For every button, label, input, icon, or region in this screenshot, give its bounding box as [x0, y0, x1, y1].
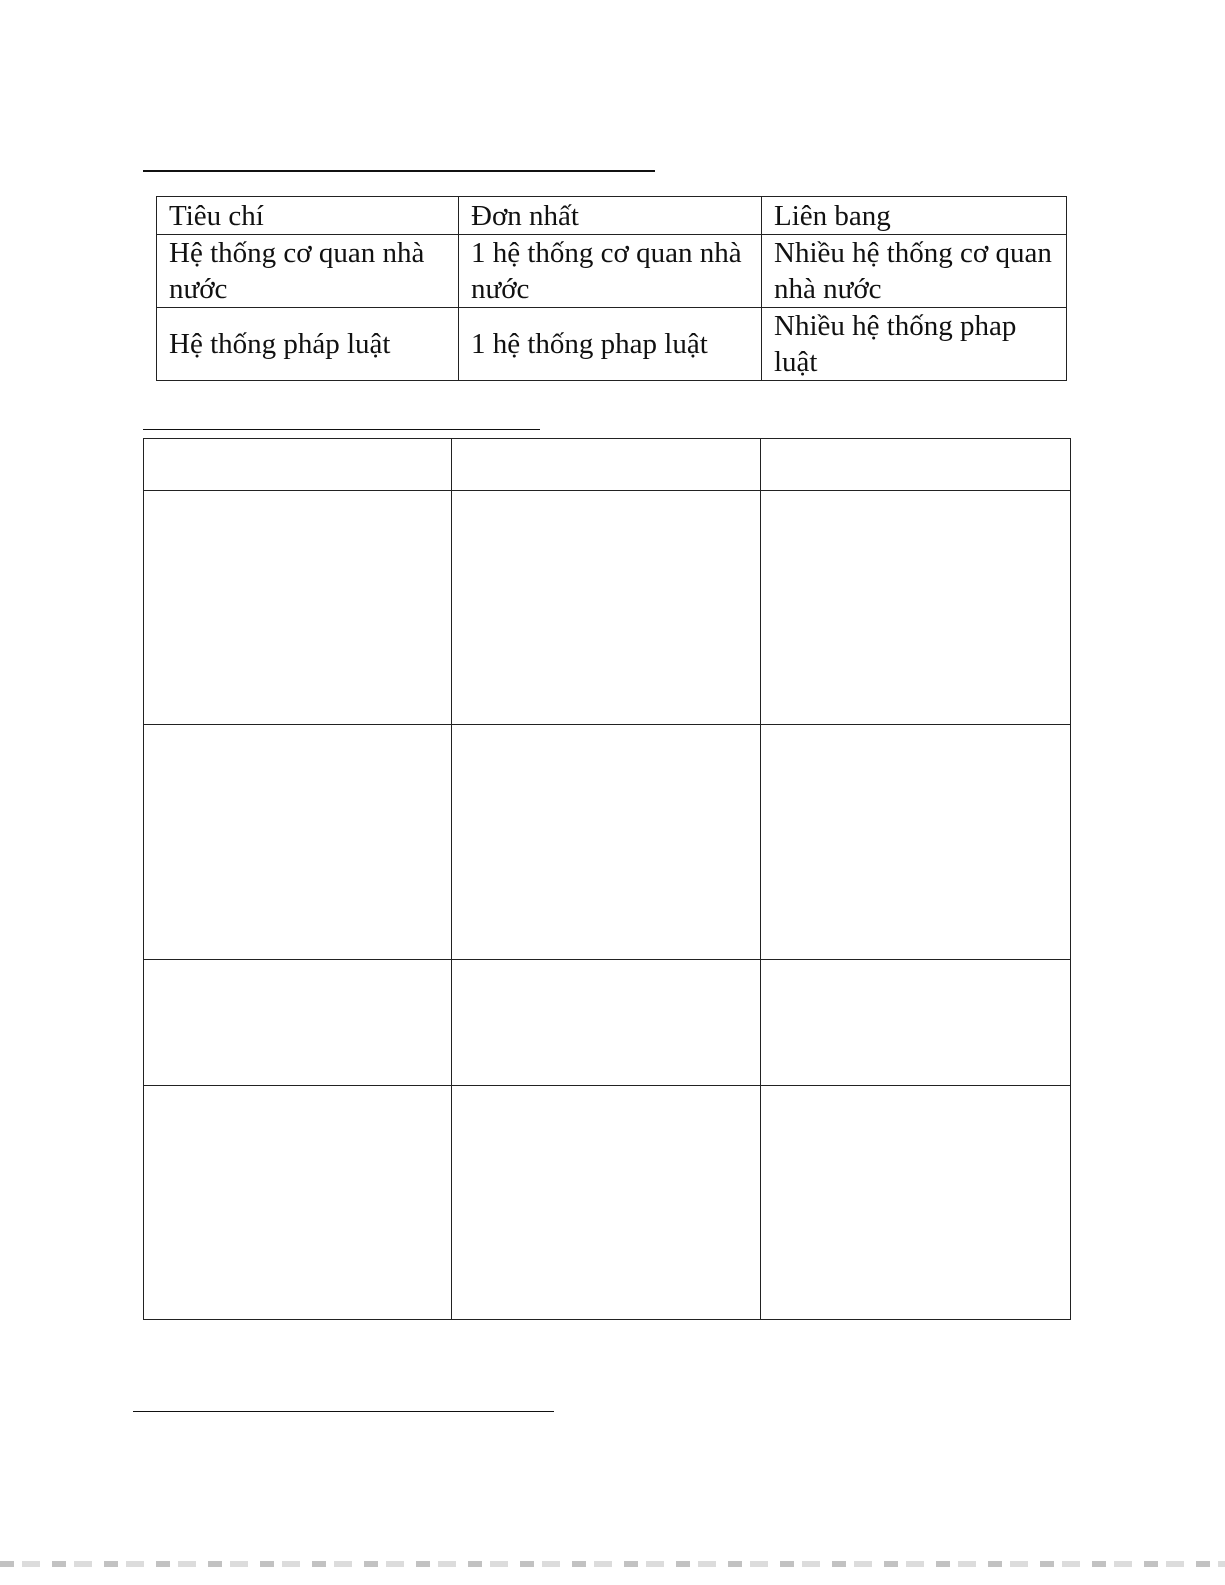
empty-cell	[144, 960, 452, 1086]
empty-cell	[452, 960, 761, 1086]
empty-cell	[452, 1086, 761, 1320]
cell-unitary: 1 hệ thống cơ quan nhà nước	[459, 235, 762, 308]
comparison-table	[156, 196, 1067, 381]
cell-federal: Nhiều hệ thống phap luật	[762, 308, 1067, 381]
section-underline-3	[133, 1411, 554, 1412]
empty-table-row	[144, 439, 1071, 491]
empty-cell	[144, 1086, 452, 1320]
header-criterion: Tiêu chí	[157, 197, 459, 235]
empty-cell	[452, 491, 761, 725]
empty-cell	[144, 491, 452, 725]
section-underline-2	[143, 429, 540, 430]
header-unitary: Đơn nhất	[459, 197, 762, 235]
cell-criterion: Hệ thống cơ quan nhà nước	[157, 235, 459, 308]
empty-cell	[761, 960, 1071, 1086]
empty-cell	[761, 1086, 1071, 1320]
empty-table-row	[144, 491, 1071, 725]
empty-cell	[452, 725, 761, 960]
section-underline-1	[143, 170, 655, 172]
empty-cell	[761, 439, 1071, 491]
scan-artifact-strip	[0, 1561, 1225, 1567]
empty-cell	[144, 725, 452, 960]
empty-cell	[761, 491, 1071, 725]
empty-table-row	[144, 725, 1071, 960]
table-header-row	[157, 197, 1067, 235]
empty-table-row	[144, 1086, 1071, 1320]
cell-federal: Nhiều hệ thống cơ quan nhà nước	[762, 235, 1067, 308]
empty-table-row	[144, 960, 1071, 1086]
empty-cell	[761, 725, 1071, 960]
table-row	[157, 235, 1067, 308]
header-federal: Liên bang	[762, 197, 1067, 235]
empty-cell	[452, 439, 761, 491]
table-row	[157, 308, 1067, 381]
cell-criterion: Hệ thống pháp luật	[157, 308, 459, 381]
empty-cell	[144, 439, 452, 491]
cell-unitary: 1 hệ thống phap luật	[459, 308, 762, 381]
empty-table	[143, 438, 1071, 1320]
